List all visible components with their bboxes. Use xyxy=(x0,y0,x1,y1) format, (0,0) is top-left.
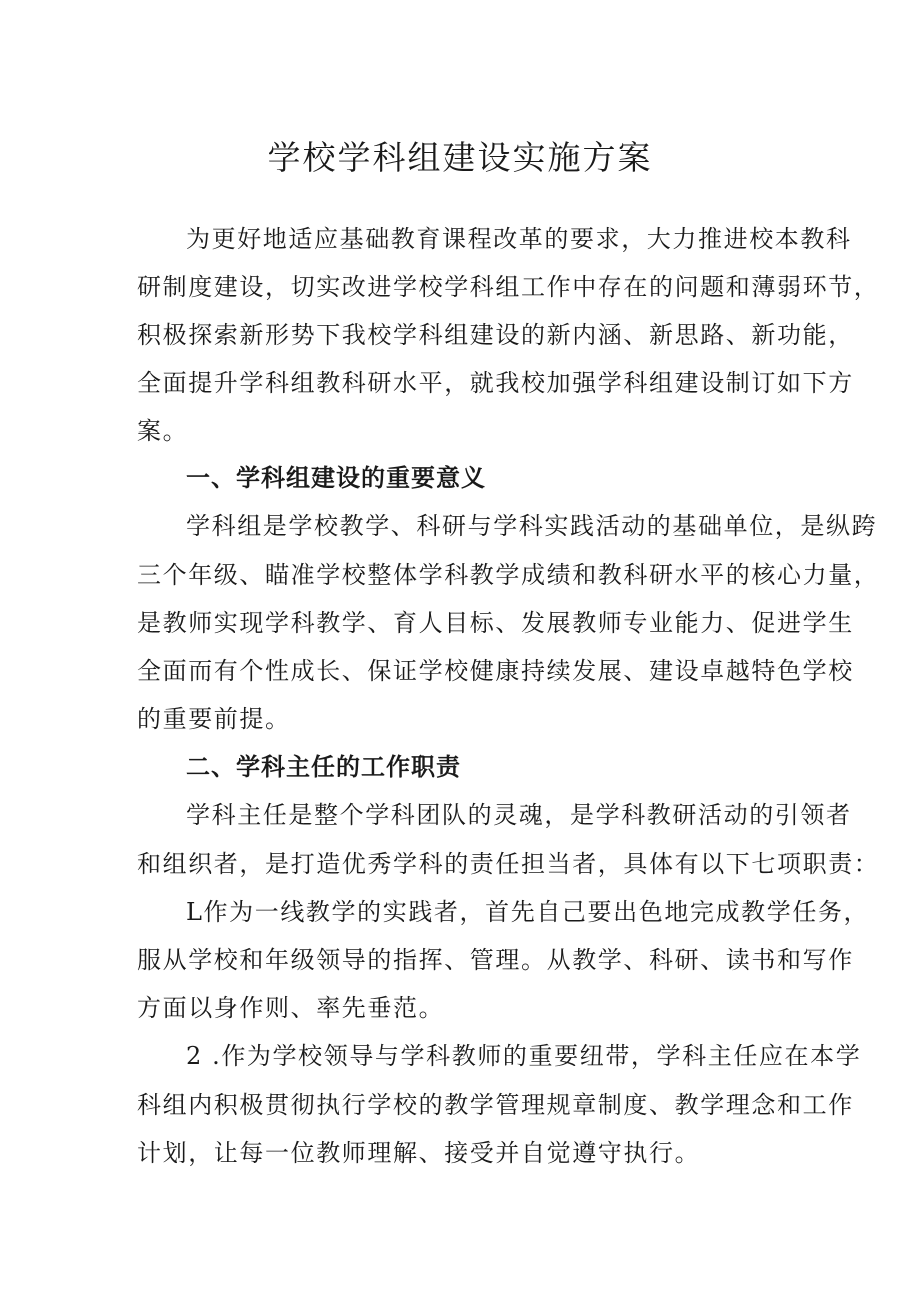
section1-line-5: 的重要前提。 xyxy=(137,705,291,733)
section2-item1-line-2: 服从学校和年级领导的指挥、管理。从教学、科研、读书和写作 xyxy=(137,946,854,974)
section2-heading: 二、学科主任的工作职责 xyxy=(186,753,461,781)
section1-line-1: 学科组是学校教学、科研与学科实践活动的基础单位，是纵跨 xyxy=(186,512,878,540)
section1-line-2: 三个年级、瞄准学校整体学科教学成绩和教科研水平的核心力量， xyxy=(137,561,880,589)
section2-intro-line-1: 学科主任是整个学科团队的灵魂，是学科教研活动的引领者 xyxy=(186,801,852,829)
section2-item2-line-3: 计划，让每一位教师理解、接受并自觉遵守执行。 xyxy=(137,1139,701,1167)
section2-intro-line-2: 和组织者，是打造优秀学科的责任担当者，具体有以下七项职责： xyxy=(137,850,880,878)
section2-item2-line-1: 2 .作为学校领导与学科教师的重要纽带，学科主任应在本学 xyxy=(186,1042,862,1070)
section2-item2-line-2: 科组内积极贯彻执行学校的教学管理规章制度、教学理念和工作 xyxy=(137,1091,854,1119)
section1-heading: 一、学科组建设的重要意义 xyxy=(186,464,486,492)
section2-item1-line-3: 方面以身作则、率先垂范。 xyxy=(137,994,445,1022)
document-title: 学校学科组建设实施方案 xyxy=(267,138,653,177)
section2-item1-line-1: L作为一线教学的实践者，首先自己要出色地完成教学任务， xyxy=(186,898,870,926)
intro-line-3: 积极探索新形势下我校学科组建设的新内涵、新思路、新功能， xyxy=(137,321,854,349)
intro-line-1: 为更好地适应基础教育课程改革的要求，大力推进校本教科 xyxy=(186,225,852,253)
section1-line-4: 全面而有个性成长、保证学校健康持续发展、建设卓越特色学校 xyxy=(137,657,854,685)
intro-line-2: 研制度建设，切实改进学校学科组工作中存在的问题和薄弱环节， xyxy=(137,273,880,301)
section1-line-3: 是教师实现学科教学、育人目标、发展教师专业能力、促进学生 xyxy=(137,609,854,637)
intro-line-5: 案。 xyxy=(137,417,189,445)
intro-line-4: 全面提升学科组教科研水平，就我校加强学科组建设制订如下方 xyxy=(137,369,854,397)
